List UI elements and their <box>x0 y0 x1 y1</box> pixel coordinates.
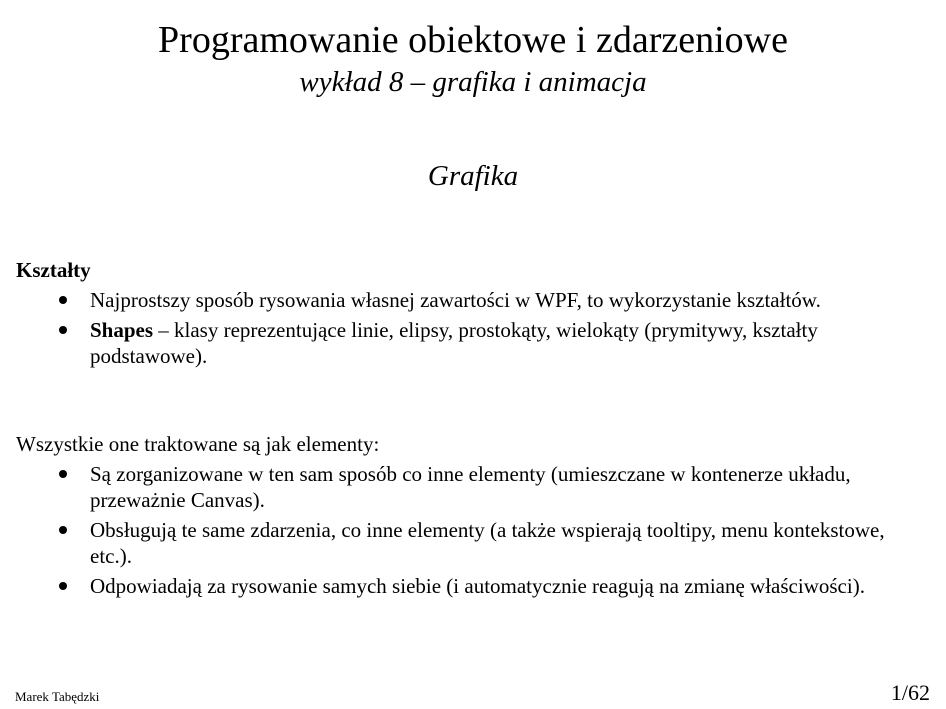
list-item <box>0 517 916 569</box>
bullet-icon <box>59 526 67 534</box>
list-item <box>0 317 916 369</box>
list-item-text: – klasy reprezentujące linie, elipsy, prostokąty, wielokąty (prymitywy, kształty podstawowe). <box>90 318 818 368</box>
list-item-text: Są zorganizowane w ten sam sposób co inne elementy (umieszczane w kontenerze układu, przeważnie Canvas). <box>90 462 851 512</box>
page-number: 1/62 <box>890 680 930 705</box>
list-item-text: Najprostszy sposób rysowania własnej zawartości w WPF, to wykorzystanie kształtów. <box>90 288 821 312</box>
list-item-text: Obsługują te same zdarzenia, co inne elementy (a także wspierają tooltipy, menu kontekstowe, etc.). <box>90 518 885 568</box>
list-item <box>0 461 916 513</box>
list-item <box>0 287 916 313</box>
document-title: Programowanie obiektowe i zdarzeniowe <box>158 19 788 61</box>
author-name: Marek Tabędzki <box>15 689 100 704</box>
bullet-icon <box>59 296 67 304</box>
elements-heading: Wszystkie one traktowane są jak elementy: <box>16 432 380 456</box>
bullet-icon <box>59 326 67 334</box>
bullet-icon <box>59 470 67 478</box>
list-item <box>0 573 916 599</box>
list-item-text: Odpowiadają za rysowanie samych siebie (i automatycznie reagują na zmianę właściwości). <box>90 574 865 598</box>
shapes-heading: Kształty <box>16 258 91 282</box>
shapes-list <box>0 287 916 373</box>
lecture-subtitle: wykład 8 – grafika i animacja <box>299 66 647 98</box>
list-item-term: Shapes <box>90 318 154 342</box>
section-heading: Grafika <box>427 160 519 192</box>
bullet-icon <box>59 582 67 590</box>
elements-list <box>0 461 916 603</box>
